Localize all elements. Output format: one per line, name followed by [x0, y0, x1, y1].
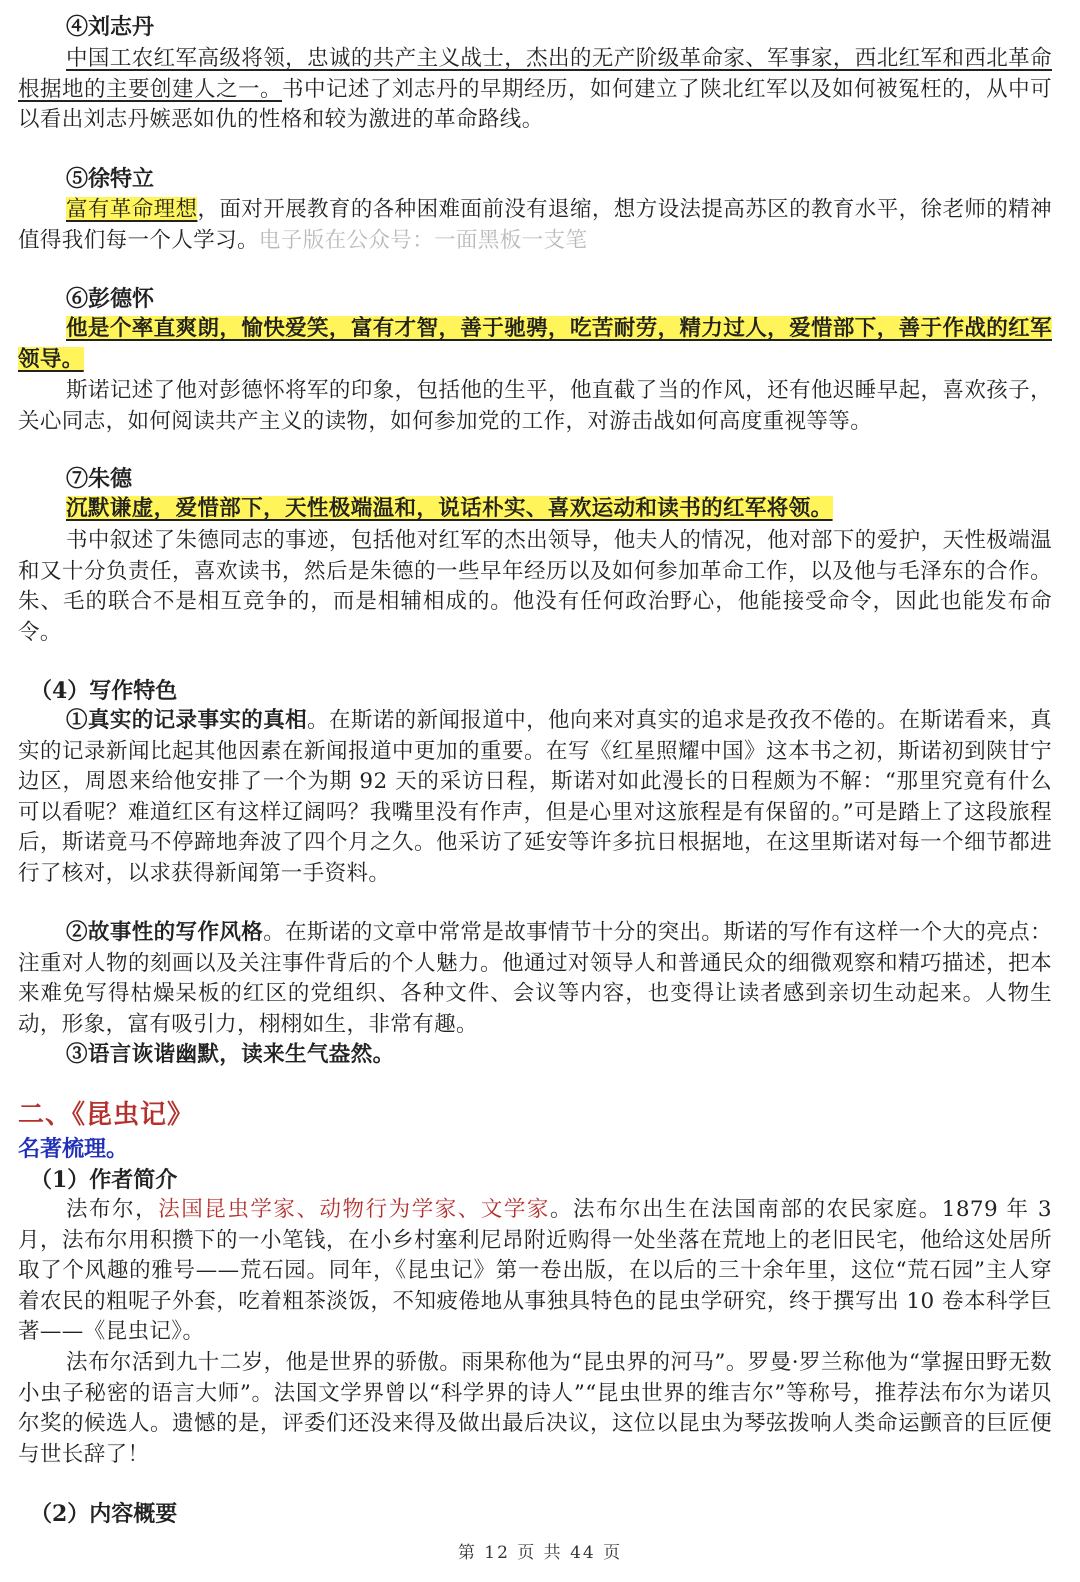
paragraph-writing-3: ③语言诙谐幽默，读来生气盎然。: [66, 1042, 395, 1067]
paragraph-fabre-2: 法布尔活到九十二岁，他是世界的骄傲。雨果称他为“昆虫界的河马”。罗曼·罗兰称他为“掌握田野无数小虫子秘密的语言大师”。法国文学界曾以“科学界的诗人”“昆虫世界的维吉尔”等称号，推荐法布尔为诺贝尔奖的候选人。遗憾的是，评委们还没来得及做出最后决议，这位以昆虫为琴弦拨响人类命运颤音的巨匠便与世长辞了！: [18, 1350, 1052, 1467]
paragraph-zhu-de: 书中叙述了朱德同志的事迹，包括他对红军的杰出领导，他夫人的情况，他对部下的爱护，天性极端温和又十分负责任，喜欢读书，然后是朱德的一些早年经历以及如何参加革命工作，以及他与毛泽东的合作。朱、毛的联合不是相互竞争的，而是相辅相成的。他没有任何政治野心，他能接受命令，因此也能发布命令。: [18, 528, 1052, 645]
highlighted-text: 他是个率直爽朗，愉快爱笑，富有才智，善于驰骋，吃苦耐劳，精力过人，爱惜部下，善于作战的红军领导。: [18, 316, 1052, 372]
heading-peng-dehuai: ⑥彭德怀: [66, 286, 155, 312]
paragraph-fabre-1: 法布尔，法国昆虫学家、动物行为学家、文学家。法布尔出生在法国南部的农民家庭。1879 年 3 月，法布尔用积攒下的一小笔钱，在小乡村塞利尼昂附近购得一处坐落在荒地上的老旧民宅，他给这处居所取了个风趣的雅号——荒石园。同年，《昆虫记》第一卷出版，在以后的三十余年里，这位“荒石园”主人穿着农民的粗呢子外套，吃着粗茶淡饭，不知疲倦地从事独具特色的昆虫学研究，终于撰写出 10 卷本科学巨著——《昆虫记》。: [18, 1197, 1052, 1344]
paragraph-peng-dehuai: 斯诺记述了他对彭德怀将军的印象，包括他的生平，他直截了当的作风，还有他迟睡早起，喜欢孩子，关心同志，如何阅读共产主义的读物，如何参加党的工作，对游击战如何高度重视等等。: [18, 378, 1052, 434]
heading-zhu-de: ⑦朱德: [66, 466, 133, 492]
underlined-text: 中国工农红军高级将领，忠诚的共产主义战士，杰出的无产阶级革命家、军事家，西北红军和西北革命根据地的主要创建人之一。: [18, 46, 1052, 102]
watermark-text: 电子版在公众号：一面黑板一支笔: [258, 227, 588, 253]
highlighted-text: 沉默谦虚，爱惜部下，天性极端温和，说话朴实、喜欢运动和读书的红军将领。: [66, 496, 833, 521]
paragraph-xu-teli: 富有革命理想，面对开展教育的各种困难面前没有退缩，想方设法提高苏区的教育水平，徐老师的精神值得我们每一个人学习。电子版在公众号：一面黑板一支笔: [18, 197, 1052, 253]
red-text: 法国昆虫学家、动物行为学家、文学家: [158, 1197, 550, 1222]
heading-liu-zhidan: ④刘志丹: [66, 14, 155, 40]
paragraph-writing-2: ②故事性的写作风格。在斯诺的文章中常常是故事情节十分的突出。斯诺的写作有这样一个大的亮点：注重对人物的刻画以及关注事件背后的个人魅力。他通过对领导人和普通民众的细微观察和精巧描述，把本来难免写得枯燥呆板的红区的党组织、各种文件、会议等内容，也变得让读者感到亲切生动起来。人物生动，形象，富有吸引力，栩栩如生，非常有趣。: [18, 920, 1052, 1037]
section-subtitle: 名著梳理。: [18, 1136, 129, 1162]
heading-author-intro: （1）作者简介: [30, 1167, 178, 1193]
heading-writing-features: （4）写作特色: [30, 678, 178, 704]
paragraph-writing-1: ①真实的记录事实的真相。在斯诺的新闻报道中，他向来对真实的追求是孜孜不倦的。在斯诺看来，真实的记录新闻比起其他因素在新闻报道中更加的重要。在写《红星照耀中国》这本书之初，斯诺初到陕甘宁边区，周恩来给他安排了一个为期 92 天的采访日程，斯诺对如此漫长的日程颇为不解：“那里究竟有什么可以看呢？难道红区有这样辽阔吗？我嘴里没有作声，但是心里对这旅程是有保留的。”可是踏上了这段旅程后，斯诺竟马不停蹄地奔波了四个月之久。他采访了延安等许多抗日根据地，在这里斯诺对每一个细节都进行了核对，以求获得新闻第一手资料。: [18, 708, 1052, 886]
section-title-insects: 二、《昆虫记》: [18, 1100, 195, 1130]
paragraph-peng-dehuai-summary: [18, 314, 1052, 375]
paragraph-liu-zhidan: 中国工农红军高级将领，忠诚的共产主义战士，杰出的无产阶级革命家、军事家，西北红军和西北革命根据地的主要创建人之一。书中记述了刘志丹的早期经历，如何建立了陕北红军以及如何被冤枉的，从中可以看出刘志丹嫉恶如仇的性格和较为激进的革命路线。: [18, 46, 1052, 132]
highlighted-text: 富有革命理想: [66, 197, 198, 222]
heading-xu-teli: ⑤徐特立: [66, 166, 155, 192]
paragraph-zhu-de-summary: [18, 494, 1052, 525]
page-footer: 第 12 页 共 44 页: [457, 1543, 623, 1563]
heading-content-summary: （2）内容概要: [30, 1501, 178, 1527]
